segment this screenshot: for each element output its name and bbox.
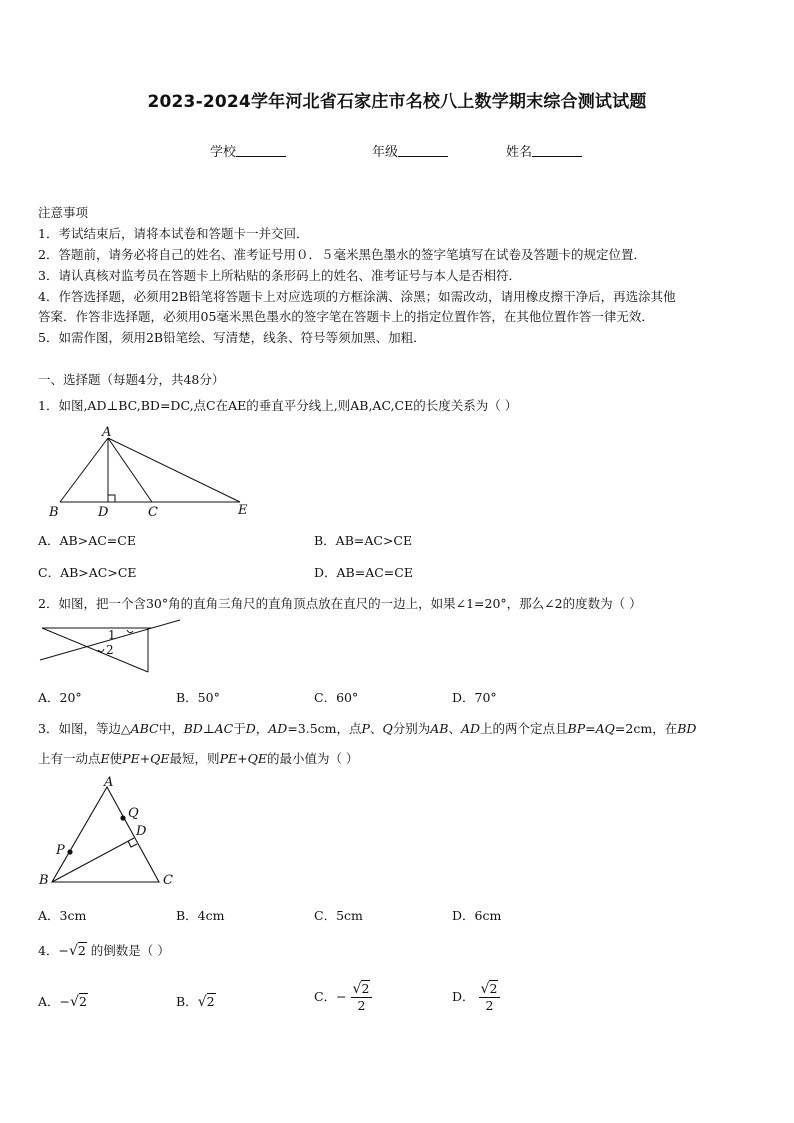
notes-heading: 注意事项 [38,205,89,220]
right-angle-mark [128,841,137,847]
grade-field[interactable] [372,141,448,160]
q4-option-c[interactable]: C．− $\frac{√2}{2}$ [314,982,372,1013]
q1-option-a[interactable]: A．AB>AC=CE [38,533,136,548]
grade-label: 年级 [372,145,399,160]
label-e: E [238,503,248,518]
grade-blank [398,143,448,157]
question-3-line-1: 3．如图，等边△ABC中，BD⊥AC于D，AD=3.5cm，点P、Q分别为AB、AD上的两个定点且BP=AQ=2cm，在BD [38,721,697,736]
name-field[interactable] [506,141,582,160]
question-3-figure [36,776,186,891]
q2-option-b[interactable]: B．50° [176,690,220,705]
label-c: C [148,505,158,520]
question-2-stem: 2．如图，把一个含30°角的直角三角尺的直角顶点放在直尺的一边上，如果∠1=20°，那么∠2的度数为（ ） [38,596,642,611]
label-c: C [163,873,173,888]
right-angle-mark [108,495,115,502]
question-1-figure [40,424,260,524]
label-q: Q [128,806,139,821]
fraction: $\frac{√2}{2}$ [351,982,373,1013]
label-d: D [136,824,147,839]
note-item: 2．答题前，请务必将自己的姓名、准考证号用０．５毫米黑色墨水的签字笔填写在试卷及答题卡的规定位置． [38,247,646,262]
q3-option-d[interactable]: D．6cm [452,908,502,923]
question-3-line-2: 上有一动点E使PE+QE最短，则PE+QE的最小值为（ ） [38,751,359,766]
line-ae [108,438,240,502]
q3-option-a[interactable]: A．3cm [38,908,87,923]
q4-option-d[interactable]: D． $\frac{√2}{2}$ [452,982,500,1013]
q1-option-c[interactable]: C．AB>AC>CE [38,565,137,580]
triangle-hypotenuse [42,628,148,672]
q2-option-d[interactable]: D．70° [452,690,497,705]
angle-1-label: 1 [108,628,116,642]
note-item: 4．作答选择题，必须用2B铅笔将答题卡上对应选项的方框涂满、涂黑；如需改动，请用橡皮擦干净后，再选涂其他 [38,289,676,304]
school-field[interactable] [210,141,286,160]
note-item: 5．如需作图，须用2B铅笔绘、写清楚，线条、符号等须加黑、加粗． [38,330,426,345]
fraction: $\frac{√2}{2}$ [479,982,501,1013]
label-d: D [98,505,109,520]
note-item: 3．请认真核对监考员在答题卡上所粘贴的条形码上的姓名、准考证号与本人是否相符． [38,268,521,283]
point-q [120,815,125,820]
label-b: B [49,505,59,520]
q3-option-b[interactable]: B．4cm [176,908,225,923]
point-p [67,849,72,854]
angle-2-label: 2 [106,643,114,657]
name-blank [532,143,582,157]
school-blank [236,143,286,157]
name-label: 姓名 [506,145,533,160]
q4-option-b[interactable]: B．√2 [176,994,215,1010]
q4-option-a[interactable]: A．−√2 [38,994,87,1010]
section-heading: 一、选择题（每题4分，共48分） [38,372,225,387]
label-b: B [39,873,49,888]
question-1-stem: 1．如图,AD⊥BC,BD=DC,点C在AE的垂直平分线上,则AB,AC,CE的长度关系为（ ） [38,398,518,413]
question-4-stem: 4．−√2 的倒数是（ ） [38,943,170,959]
angle-1-arc [127,630,133,633]
angle-2-arc [98,649,104,652]
note-item: 答案．作答非选择题，必须用05毫米黑色墨水的签字笔在答题卡上的指定位置作答，在其他位置作答一律无效． [38,309,654,324]
q3-option-c[interactable]: C．5cm [314,908,363,923]
school-label: 学校 [210,145,237,160]
q1-option-b[interactable]: B．AB=AC>CE [314,533,413,548]
label-p: P [56,843,65,858]
question-2-figure [36,616,186,678]
label-a: A [104,776,114,790]
page-title: 2023-2024学年河北省石家庄市名校八上数学期末综合测试试题 [147,92,647,112]
q2-option-a[interactable]: A．20° [38,690,82,705]
label-a: A [102,425,112,440]
line-ac [108,438,152,502]
line-ab [60,438,108,502]
q1-option-d[interactable]: D．AB=AC=CE [314,565,413,580]
q2-option-c[interactable]: C．60° [314,690,359,705]
note-item: 1．考试结束后，请将本试卷和答题卡一并交回． [38,226,309,241]
